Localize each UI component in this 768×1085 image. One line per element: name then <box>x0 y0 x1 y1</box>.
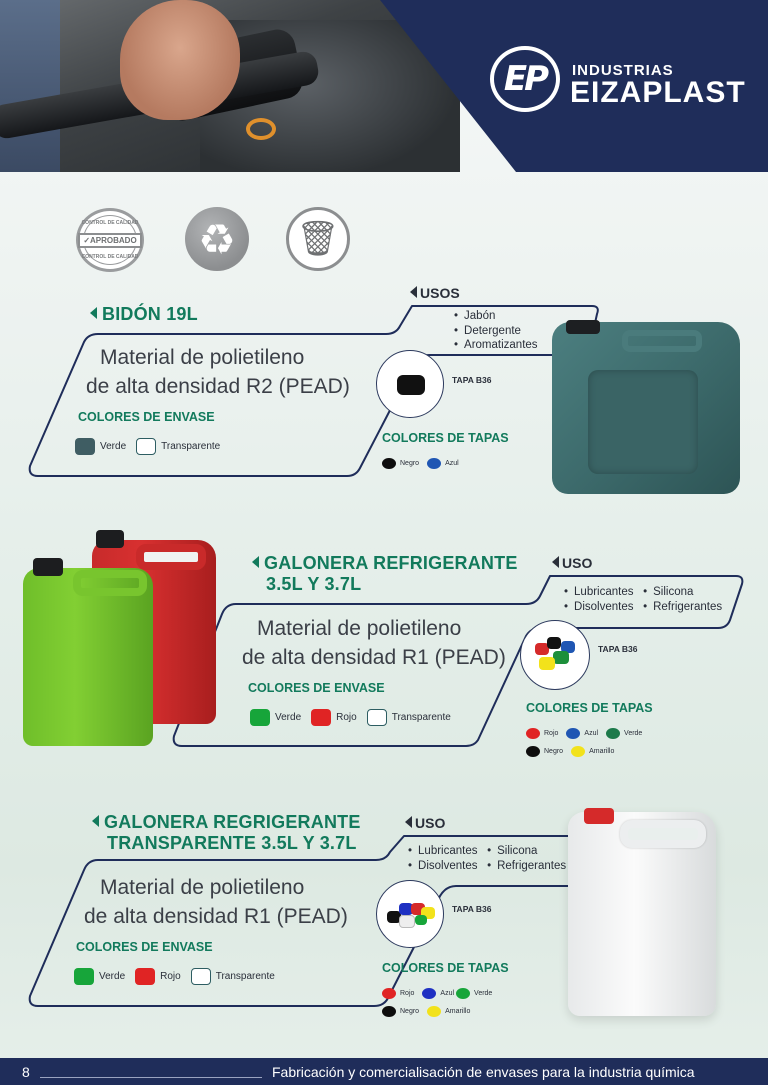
cap-color-dots: Rojo Azul Verde <box>526 725 650 743</box>
material-description-line2: de alta densidad R1 (PEAD) <box>242 646 506 669</box>
cap-image <box>376 350 444 418</box>
triangle-marker-icon <box>252 556 259 568</box>
triangle-marker-icon <box>90 307 97 319</box>
recycle-icon: ♻ <box>185 207 249 271</box>
uses-label: USO <box>405 815 445 831</box>
cap-color-dots: Rojo Azul Verde <box>382 985 500 1003</box>
container-color-swatches: Verde Transparente <box>75 438 230 456</box>
triangle-marker-icon <box>405 816 412 828</box>
cap-colors-label: COLORES DE TAPAS <box>526 701 653 715</box>
uses-list: • Jabón • Detergente • Aromatizantes <box>454 309 538 353</box>
trash-bin-icon: 🗑 <box>286 207 350 271</box>
cap-color-dots-row2: Negro Amarillo <box>526 743 622 761</box>
cap-image <box>376 880 444 948</box>
cap-type: TAPA B36 <box>452 375 492 385</box>
uses-list: • Lubricantes • Silicona • Disolventes • Refrigerantes <box>408 844 566 873</box>
page-number: 8 <box>22 1064 30 1080</box>
footer-divider <box>40 1077 262 1078</box>
uses-label: USO <box>552 555 592 571</box>
cap-color-dots-row2: Negro Amarillo <box>382 1003 478 1021</box>
material-description: Material de polietileno <box>100 346 305 369</box>
material-description-line2: de alta densidad R1 (PEAD) <box>84 905 348 928</box>
bidon-19l-image <box>552 322 740 494</box>
cap-color-dots: Negro Azul <box>382 455 467 473</box>
swatch-verde <box>75 438 95 455</box>
cap-colors-label: COLORES DE TAPAS <box>382 431 509 445</box>
triangle-marker-icon <box>92 815 99 827</box>
product-title: BIDÓN 19L <box>90 304 198 325</box>
container-color-swatches: Verde Rojo Transparente <box>250 709 461 727</box>
container-colors-label: COLORES DE ENVASE <box>76 940 213 954</box>
product-title: GALONERA REGRIGERANTE TRANSPARENTE 3.5L Y 3.7L <box>92 812 361 854</box>
uses-list: • Lubricantes • Silicona • Disolventes • Refrigerantes <box>564 585 722 614</box>
uses-label: USOS <box>410 285 460 301</box>
swatch-transparente <box>136 438 156 455</box>
cap-image <box>520 620 590 690</box>
galonera-green-image <box>23 568 153 746</box>
material-description: Material de polietileno <box>100 876 305 899</box>
container-colors-label: COLORES DE ENVASE <box>248 681 385 695</box>
material-description-line2: de alta densidad R2 (PEAD) <box>86 375 350 398</box>
triangle-marker-icon <box>552 556 559 568</box>
brand-logo-mark: EP <box>490 46 560 112</box>
material-description: Material de polietileno <box>257 617 462 640</box>
triangle-marker-icon <box>410 286 417 298</box>
brand-line1: INDUSTRIAS <box>572 62 674 79</box>
cap-type: TAPA B36 <box>452 904 492 914</box>
footer-text: Fabricación y comercialisación de envases para la industria química <box>272 1064 695 1080</box>
product-title: GALONERA REFRIGERANTE 3.5L Y 3.7L <box>252 553 518 595</box>
brand-line2: EIZAPLAST <box>570 76 746 109</box>
cap-colors-label: COLORES DE TAPAS <box>382 961 509 975</box>
quality-approved-badge-icon: CONTROL DE CALIDAD ✓APROBADO CONTROL DE CALIDAD <box>76 208 144 272</box>
container-colors-label: COLORES DE ENVASE <box>78 410 215 424</box>
container-color-swatches: Verde Rojo Transparente <box>74 968 285 986</box>
galonera-transparente-image <box>568 812 716 1016</box>
cap-type: TAPA B36 <box>598 644 638 654</box>
